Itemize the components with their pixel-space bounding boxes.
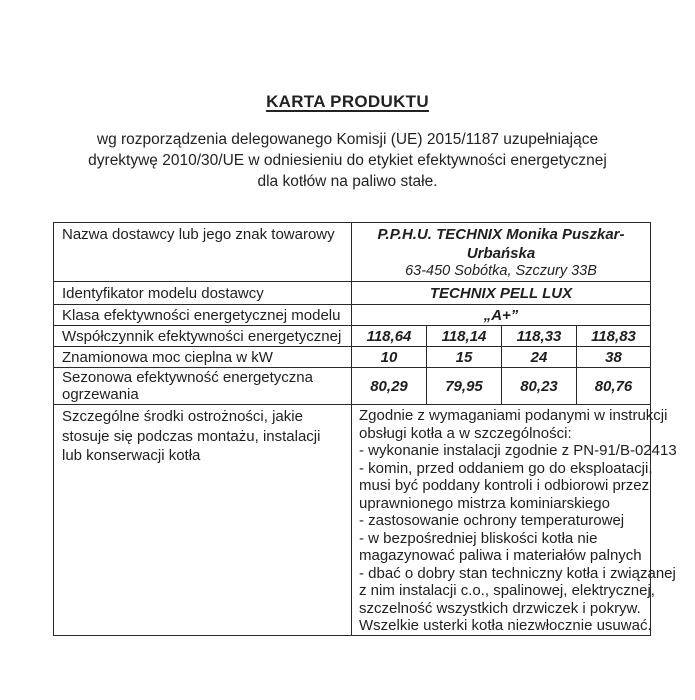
rated-power-value-3: 24 (502, 347, 577, 368)
supplier-value-cell (352, 223, 651, 282)
seasonal-efficiency-label: Sezonowa efektywność energetyczna ogrzewania (54, 368, 352, 405)
precautions-line-5: musi być poddany kontroli i odbiorowi przez (359, 477, 650, 494)
precautions-line-13: Wszelkie usterki kotła niezwłocznie usuwać. (359, 617, 652, 634)
table-row-supplier (54, 223, 651, 282)
seasonal-efficiency-value-1: 80,29 (352, 368, 427, 405)
precautions-line-1: Zgodnie z wymaganiami podanymi w instrukcji (359, 407, 668, 424)
document-title (0, 92, 695, 112)
precautions-line-8: - w bezpośredniej bliskości kotła nie (359, 529, 598, 547)
precautions-label: Szczególne środki ostrożności, jakie stosuje się podczas montażu, instalacji lub konserwacji kotła (54, 405, 352, 636)
rated-power-value-4: 38 (577, 347, 651, 368)
supplier-name: P.P.H.U. TECHNIX Monika Puszkar- Urbańska (377, 226, 625, 262)
precautions-line-6: uprawnionego mistrza kominiarskiego (359, 494, 610, 512)
precautions-line-2: obsługi kotła a w szczególności: (359, 424, 572, 442)
seasonal-efficiency-value-3: 80,23 (502, 368, 577, 405)
precautions-line-9: magazynować paliwa i materiałów palnych (359, 547, 642, 564)
supplier-address: 63-450 Sobótka, Szczury 33B (405, 263, 597, 279)
seasonal-efficiency-value-4: 80,76 (577, 368, 651, 405)
supplier-label: Nazwa dostawcy lub jego znak towarowy (54, 223, 352, 282)
document-subtitle (0, 129, 695, 192)
table-row-efficiency-coefficient (54, 326, 651, 347)
energy-class-value: „A+” (352, 305, 651, 326)
model-id-value: TECHNIX PELL LUX (352, 282, 651, 305)
rated-power-label: Znamionowa moc cieplna w kW (54, 347, 352, 368)
table-row-model-id (54, 282, 651, 305)
efficiency-coefficient-value-3: 118,33 (502, 326, 577, 347)
energy-class-label: Klasa efektywności energetycznej modelu (54, 305, 352, 326)
subtitle-line-3: dla kotłów na paliwo stałe. (257, 173, 438, 190)
table-row-energy-class (54, 305, 651, 326)
rated-power-value-2: 15 (427, 347, 502, 368)
precautions-line-10: - dbać o dobry stan techniczny kotła i związanej (359, 564, 676, 582)
table-row-rated-power (54, 347, 651, 368)
rated-power-value-1: 10 (352, 347, 427, 368)
precautions-text-cell (352, 405, 677, 636)
efficiency-coefficient-value-1: 118,64 (352, 326, 427, 347)
document-title-text: KARTA PRODUKTU (266, 92, 429, 111)
seasonal-efficiency-value-2: 79,95 (427, 368, 502, 405)
precautions-line-7: - zastosowanie ochrony temperaturowej (359, 512, 625, 529)
subtitle-line-2: dyrektywę 2010/30/UE w odniesieniu do etykiet efektywności energetycznej (88, 152, 607, 169)
precautions-line-3: - wykonanie instalacji zgodnie z PN-91/B-02413 (359, 442, 677, 459)
precautions-line-12: szczelność wszystkich drzwiczek i pokryw. (359, 599, 641, 617)
table-row-precautions (54, 405, 651, 636)
efficiency-coefficient-value-4: 118,83 (577, 326, 651, 347)
table-row-seasonal-efficiency (54, 368, 651, 405)
model-id-label: Identyfikator modelu dostawcy (54, 282, 352, 305)
subtitle-line-1: wg rozporządzenia delegowanego Komisji (UE) 2015/1187 uzupełniające (96, 131, 599, 148)
precautions-line-4: - komin, przed oddaniem go do eksploatacji, (359, 459, 653, 477)
efficiency-coefficient-label: Współczynnik efektywności energetycznej (54, 326, 352, 347)
product-data-table (53, 222, 677, 636)
efficiency-coefficient-value-2: 118,14 (427, 326, 502, 347)
precautions-line-11: z nim instalacji c.o., spalinowej, elektrycznej, (359, 582, 655, 599)
